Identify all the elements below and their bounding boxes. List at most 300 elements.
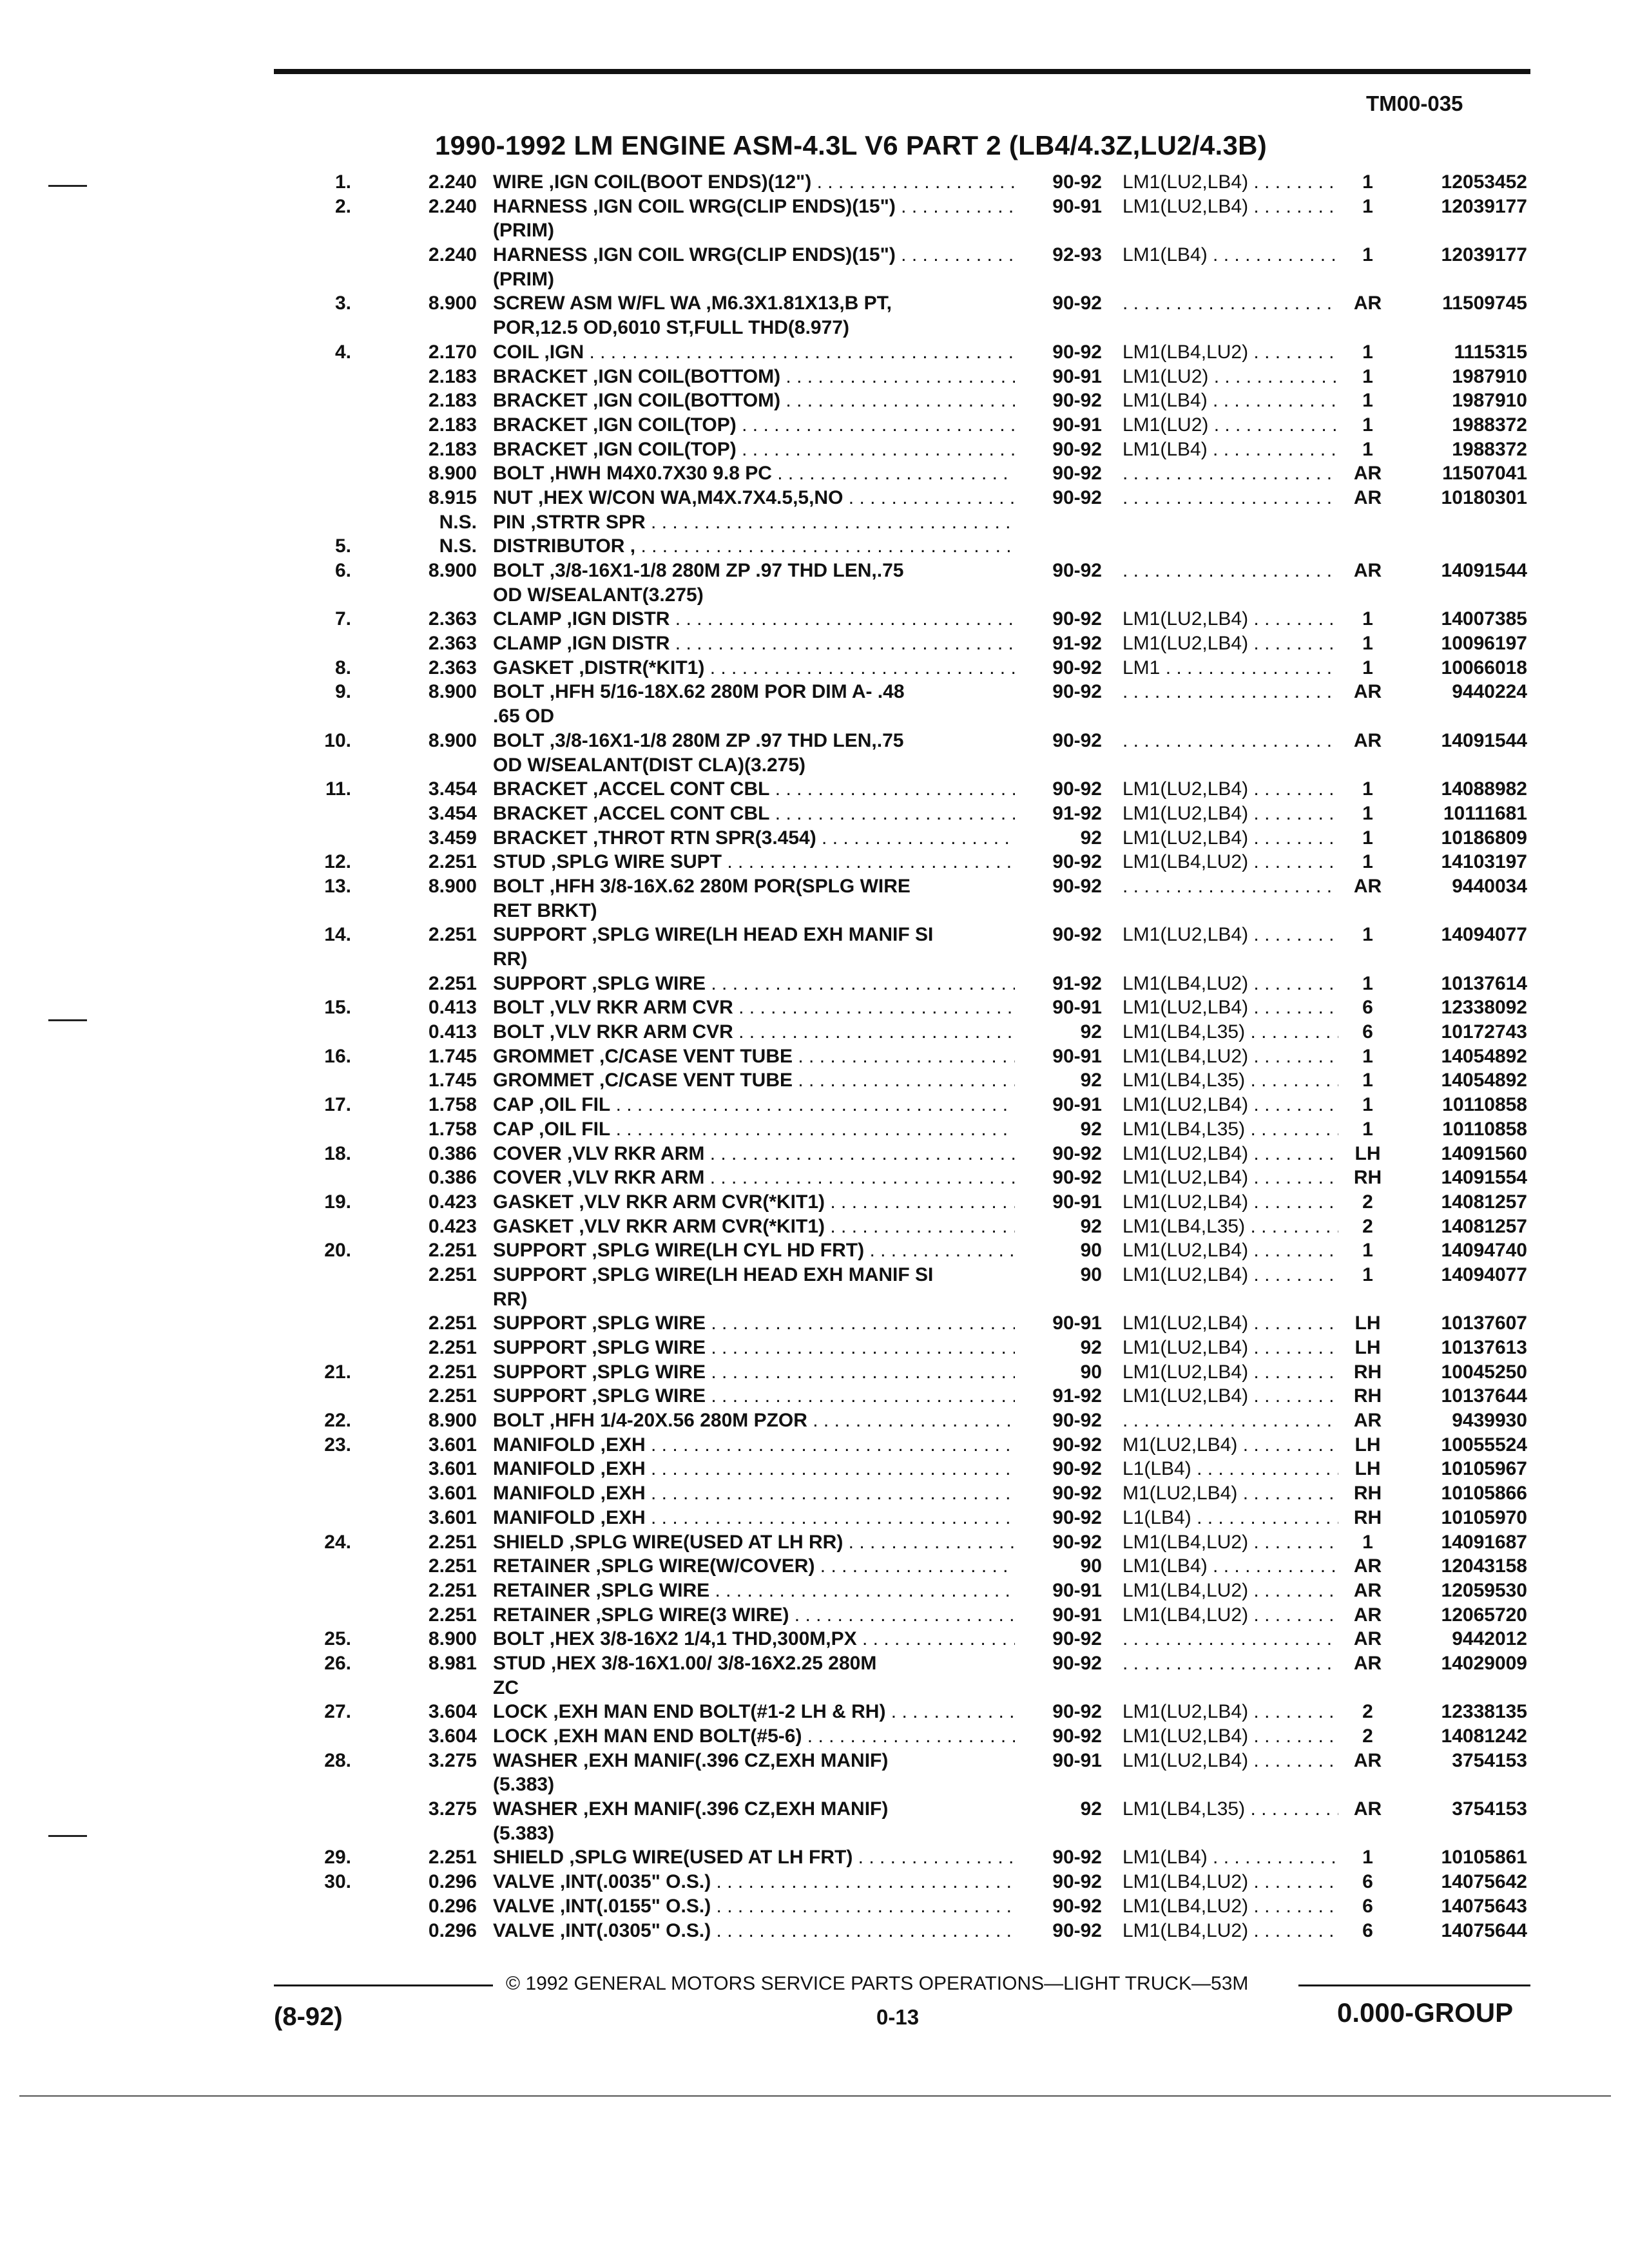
part-description: LOCK ,EXH MAN END BOLT(#5-6) . . . — [493, 1724, 1015, 1749]
quantity: 6 — [1362, 1895, 1373, 1917]
part-number: 9440224 — [1452, 681, 1527, 703]
table-row — [0, 899, 1629, 923]
model-years: 90 — [1080, 1361, 1102, 1383]
part-description: STUD ,SPLG WIRE SUPT . . . — [493, 850, 1015, 874]
table-row — [0, 972, 1629, 996]
item-key-number: 22. — [324, 1410, 351, 1432]
parts-table — [0, 170, 1629, 1943]
part-description: GROMMET ,C/CASE VENT TUBE . . . — [493, 1068, 1015, 1093]
application: LM1(LU2,LB4) . . . — [1123, 1700, 1338, 1724]
model-years: 90-92 — [1052, 463, 1102, 485]
part-description: MANIFOLD ,EXH . . . — [493, 1457, 1015, 1481]
group-number: 8.900 — [428, 681, 477, 703]
group-number: 3.275 — [428, 1798, 477, 1820]
application: LM1(LU2,LB4) . . . — [1123, 170, 1338, 195]
application: LM1(LB4) . . . — [1123, 389, 1338, 413]
quantity: AR — [1353, 1579, 1382, 1601]
group-number: 2.251 — [428, 851, 477, 873]
application: LM1(LU2,LB4) . . . — [1123, 1311, 1338, 1336]
model-years: 92-93 — [1052, 244, 1102, 266]
group-number: 2.251 — [428, 1385, 477, 1407]
part-description: WASHER ,EXH MANIF(.396 CZ,EXH MANIF) — [493, 1798, 889, 1820]
item-key-number: 23. — [324, 1434, 351, 1456]
part-description: RETAINER ,SPLG WIRE . . . — [493, 1579, 1015, 1603]
application — [1123, 486, 1338, 510]
table-row — [0, 729, 1629, 753]
table-row — [0, 1166, 1629, 1190]
table-row — [0, 1603, 1629, 1628]
part-description: LOCK ,EXH MAN END BOLT(#1-2 LH & RH) . . . — [493, 1700, 1015, 1724]
part-description: BRACKET ,ACCEL CONT CBL . . . — [493, 802, 1015, 826]
quantity: 1 — [1362, 851, 1373, 873]
group-number: 3.601 — [428, 1458, 477, 1480]
part-description: VALVE ,INT(.0155" O.S.) . . . — [493, 1894, 1015, 1919]
part-description: BOLT ,HFH 5/16-18X.62 280M POR DIM A- .48 — [493, 681, 905, 703]
part-description: SUPPORT ,SPLG WIRE . . . — [493, 972, 1015, 996]
quantity: 1 — [1362, 1094, 1373, 1116]
application: LM1(LU2,LB4) . . . — [1123, 1724, 1338, 1749]
application: LM1(LU2,LB4) . . . — [1123, 607, 1338, 631]
quantity: 1 — [1362, 924, 1373, 946]
application: LM1(LU2,LB4) . . . — [1123, 995, 1338, 1020]
quantity: 1 — [1362, 171, 1373, 193]
table-row — [0, 1190, 1629, 1215]
application: LM1(LU2,LB4) . . . — [1123, 923, 1338, 947]
part-description: HARNESS ,IGN COIL WRG(CLIP ENDS)(15") . . . — [493, 195, 1015, 219]
quantity: 1 — [1362, 1070, 1373, 1091]
part-number: 11507041 — [1442, 463, 1527, 485]
group-number: 3.601 — [428, 1434, 477, 1456]
model-years: 90-92 — [1052, 1434, 1102, 1456]
item-key-number: 6. — [334, 560, 351, 581]
group-number: 3.454 — [428, 778, 477, 800]
group-number: 8.900 — [428, 293, 477, 314]
table-row — [0, 1845, 1629, 1870]
part-number: 14054892 — [1441, 1070, 1527, 1091]
footer-rule-left — [274, 1984, 493, 1986]
application: LM1(LB4,LU2) . . . — [1123, 340, 1338, 365]
model-years: 90-92 — [1052, 1483, 1102, 1504]
part-description: VALVE ,INT(.0035" O.S.) . . . — [493, 1870, 1015, 1894]
part-description: (5.383) — [493, 1822, 555, 1844]
item-key-number: 16. — [324, 1045, 351, 1067]
part-description: SUPPORT ,SPLG WIRE . . . — [493, 1384, 1015, 1408]
part-description: SUPPORT ,SPLG WIRE(LH HEAD EXH MANIF SI — [493, 1264, 934, 1285]
table-row — [0, 1142, 1629, 1166]
quantity: 1 — [1362, 1240, 1373, 1262]
part-number: 12338135 — [1441, 1701, 1527, 1723]
part-description: COVER ,VLV RKR ARM . . . — [493, 1142, 1015, 1166]
model-years: 90 — [1080, 1240, 1102, 1262]
part-number: 10110858 — [1442, 1118, 1527, 1140]
quantity: RH — [1353, 1385, 1382, 1407]
part-number: 10105970 — [1441, 1506, 1527, 1528]
part-number: 14088982 — [1441, 778, 1527, 800]
part-number: 14094740 — [1441, 1240, 1527, 1262]
part-number: 10055524 — [1441, 1434, 1527, 1456]
part-description: NUT ,HEX W/CON WA,M4X.7X4.5,5,NO . . . — [493, 486, 1015, 510]
group-number: 2.251 — [428, 1240, 477, 1262]
model-years: 90-92 — [1052, 390, 1102, 412]
group-number: 2.183 — [428, 390, 477, 412]
application: LM1(LU2,LB4) . . . — [1123, 1749, 1338, 1773]
application — [1123, 874, 1338, 899]
item-key-number: 17. — [324, 1094, 351, 1116]
table-row — [0, 1068, 1629, 1093]
application: LM1(LB4,LU2) . . . — [1123, 1870, 1338, 1894]
part-description: OD W/SEALANT(DIST CLA)(3.275) — [493, 754, 806, 776]
table-row — [0, 631, 1629, 656]
item-key-number: 28. — [324, 1749, 351, 1771]
model-years: 92 — [1080, 1337, 1102, 1358]
table-row — [0, 486, 1629, 510]
model-years: 90-91 — [1052, 195, 1102, 217]
group-number: 8.900 — [428, 1410, 477, 1432]
quantity: 2 — [1362, 1701, 1373, 1723]
group-number: 1.745 — [428, 1070, 477, 1091]
model-years: 90-92 — [1052, 1167, 1102, 1189]
item-key-number: 4. — [334, 341, 351, 363]
model-years: 91-92 — [1052, 972, 1102, 994]
part-number: 10137614 — [1441, 972, 1527, 994]
part-number: 14081257 — [1441, 1215, 1527, 1237]
model-years: 90-92 — [1052, 1652, 1102, 1674]
group-number: 0.386 — [428, 1167, 477, 1189]
part-number: 14091687 — [1441, 1531, 1527, 1553]
part-description: BRACKET ,IGN COIL(TOP) . . . — [493, 413, 1015, 437]
group-number: 2.363 — [428, 633, 477, 655]
item-key-number: 13. — [324, 875, 351, 897]
part-description: RR) — [493, 1288, 528, 1310]
item-key-number: 27. — [324, 1701, 351, 1723]
group-number: 2.363 — [428, 657, 477, 678]
part-number: 14091544 — [1441, 560, 1527, 581]
table-row — [0, 389, 1629, 413]
part-number: 14081257 — [1441, 1191, 1527, 1213]
table-row — [0, 1093, 1629, 1117]
part-number: 12065720 — [1441, 1604, 1527, 1626]
quantity: 1 — [1362, 1847, 1373, 1869]
table-row — [0, 1797, 1629, 1821]
table-row — [0, 947, 1629, 972]
application: LM1(LU2,LB4) . . . — [1123, 1238, 1338, 1263]
table-row — [0, 1579, 1629, 1603]
group-number: 2.240 — [428, 171, 477, 193]
application: LM1(LB4) . . . — [1123, 243, 1338, 267]
model-years: 90-92 — [1052, 681, 1102, 703]
quantity: 1 — [1362, 972, 1373, 994]
table-row — [0, 1215, 1629, 1239]
table-row — [0, 413, 1629, 437]
part-description: .65 OD — [493, 706, 555, 727]
group-number: 0.413 — [428, 997, 477, 1019]
page-number: 0-13 — [876, 2005, 920, 2029]
quantity: AR — [1353, 463, 1382, 485]
part-description: BRACKET ,IGN COIL(BOTTOM) . . . — [493, 389, 1015, 413]
part-description: HARNESS ,IGN COIL WRG(CLIP ENDS)(15") . . . — [493, 243, 1015, 267]
model-years: 90-92 — [1052, 438, 1102, 460]
part-description: VALVE ,INT(.0305" O.S.) . . . — [493, 1919, 1015, 1943]
model-years: 90-91 — [1052, 1749, 1102, 1771]
quantity: LH — [1354, 1142, 1381, 1164]
application: LM1(LB4) . . . — [1123, 1554, 1338, 1579]
application: LM1(LB4,L35) . . . — [1123, 1068, 1338, 1093]
table-row — [0, 1530, 1629, 1555]
footer-rule-right — [1298, 1984, 1530, 1986]
group-number: 1.758 — [428, 1118, 477, 1140]
application — [1123, 1408, 1338, 1433]
part-number: 10105861 — [1441, 1847, 1527, 1869]
application: LM1(LB4) . . . — [1123, 437, 1338, 462]
quantity: 1 — [1362, 195, 1373, 217]
part-number: 14091554 — [1441, 1167, 1527, 1189]
quantity: 1 — [1362, 244, 1373, 266]
table-row — [0, 316, 1629, 340]
model-years: 90-92 — [1052, 1410, 1102, 1432]
part-number: 10137613 — [1441, 1337, 1527, 1358]
table-row — [0, 1433, 1629, 1457]
item-key-number: 10. — [324, 729, 351, 751]
part-description: RET BRKT) — [493, 899, 597, 921]
table-row — [0, 195, 1629, 219]
part-description: BOLT ,3/8-16X1-1/8 280M ZP .97 THD LEN,.75 — [493, 729, 904, 751]
part-number: 3754153 — [1452, 1749, 1527, 1771]
quantity: 1 — [1362, 1264, 1373, 1285]
table-row — [0, 1627, 1629, 1651]
quantity: AR — [1353, 1555, 1382, 1577]
group-number: 8.915 — [428, 486, 477, 508]
model-years: 90-92 — [1052, 1919, 1102, 1941]
application: M1(LU2,LB4) . . . — [1123, 1481, 1338, 1506]
quantity: AR — [1353, 681, 1382, 703]
table-row — [0, 995, 1629, 1020]
table-row — [0, 1360, 1629, 1385]
table-row — [0, 1506, 1629, 1530]
part-description: MANIFOLD ,EXH . . . — [493, 1506, 1015, 1530]
group-number: 8.900 — [428, 1628, 477, 1650]
part-description: GASKET ,VLV RKR ARM CVR(*KIT1) . . . — [493, 1190, 1015, 1215]
part-number: 10045250 — [1441, 1361, 1527, 1383]
application: LM1(LU2,LB4) . . . — [1123, 195, 1338, 219]
part-number: 1987910 — [1452, 365, 1527, 387]
part-description: COVER ,VLV RKR ARM . . . — [493, 1166, 1015, 1190]
group-number: 2.251 — [428, 1604, 477, 1626]
part-description: SCREW ASM W/FL WA ,M6.3X1.81X13,B PT, — [493, 293, 892, 314]
group-number: 8.981 — [428, 1652, 477, 1674]
part-description: BOLT ,HFH 1/4-20X.56 280M PZOR . . . — [493, 1408, 1015, 1433]
application: LM1(LU2,LB4) . . . — [1123, 802, 1338, 826]
item-key-number: 8. — [334, 657, 351, 678]
table-row — [0, 874, 1629, 899]
part-description: PIN ,STRTR SPR . . . — [493, 510, 1015, 535]
application: LM1(LU2) . . . — [1123, 413, 1338, 437]
part-number: 10096197 — [1441, 633, 1527, 655]
part-number: 3754153 — [1452, 1798, 1527, 1820]
part-description: BRACKET ,IGN COIL(BOTTOM) . . . — [493, 365, 1015, 389]
part-description: GROMMET ,C/CASE VENT TUBE . . . — [493, 1044, 1015, 1069]
table-row — [0, 1238, 1629, 1263]
application: LM1(LU2,LB4) . . . — [1123, 1190, 1338, 1215]
group-number: 8.900 — [428, 875, 477, 897]
part-number: 10105866 — [1441, 1483, 1527, 1504]
table-row — [0, 559, 1629, 583]
table-row — [0, 1044, 1629, 1069]
model-years: 90-92 — [1052, 171, 1102, 193]
group-number: 2.251 — [428, 1337, 477, 1358]
item-key-number: 11. — [325, 778, 351, 800]
table-row — [0, 826, 1629, 850]
part-number: 14103197 — [1441, 851, 1527, 873]
part-description: BOLT ,3/8-16X1-1/8 280M ZP .97 THD LEN,.75 — [493, 560, 904, 581]
group-number: 3.459 — [428, 827, 477, 849]
model-years: 90-91 — [1052, 1312, 1102, 1334]
table-row — [0, 607, 1629, 631]
group-number: 0.296 — [428, 1871, 477, 1893]
model-years: 90-91 — [1052, 414, 1102, 436]
part-number: 14091560 — [1441, 1142, 1527, 1164]
group-number: 2.240 — [428, 244, 477, 266]
model-years: 92 — [1080, 1118, 1102, 1140]
revision-date: (8-92) — [274, 2003, 343, 2031]
part-number: 10111681 — [1443, 802, 1527, 824]
table-row — [0, 1919, 1629, 1943]
part-description: RETAINER ,SPLG WIRE(W/COVER) . . . — [493, 1554, 1015, 1579]
item-key-number: 14. — [324, 924, 351, 946]
quantity: 1 — [1362, 778, 1373, 800]
part-number: 1988372 — [1452, 414, 1527, 436]
application: LM1 . . . — [1123, 656, 1338, 680]
application: LM1(LB4,L35) . . . — [1123, 1117, 1338, 1142]
quantity: 6 — [1362, 1919, 1373, 1941]
table-row — [0, 1894, 1629, 1919]
table-row — [0, 1773, 1629, 1797]
quantity: 1 — [1362, 365, 1373, 387]
quantity: LH — [1354, 1434, 1381, 1456]
application: LM1(LU2,LB4) . . . — [1123, 1336, 1338, 1360]
group-number: 2.183 — [428, 365, 477, 387]
item-key-number: 2. — [334, 195, 351, 217]
table-row — [0, 1554, 1629, 1579]
quantity: LH — [1354, 1458, 1381, 1480]
part-description: BOLT ,VLV RKR ARM CVR . . . — [493, 1020, 1015, 1044]
copyright-text: © 1992 GENERAL MOTORS SERVICE PARTS OPERATIONS—LIGHT TRUCK—53M — [506, 1973, 1249, 1994]
application: LM1(LB4,L35) . . . — [1123, 1797, 1338, 1821]
table-row — [0, 1117, 1629, 1142]
table-row — [0, 1263, 1629, 1287]
quantity: 1 — [1362, 1118, 1373, 1140]
application: M1(LU2,LB4) . . . — [1123, 1433, 1338, 1457]
application: LM1(LU2,LB4) . . . — [1123, 1263, 1338, 1287]
model-years: 90-91 — [1052, 1191, 1102, 1213]
group-number: 0.386 — [428, 1142, 477, 1164]
table-row — [0, 1724, 1629, 1749]
quantity: 6 — [1362, 997, 1373, 1019]
table-row — [0, 753, 1629, 778]
group-number: 2.183 — [428, 414, 477, 436]
table-row — [0, 510, 1629, 535]
part-number: 1987910 — [1452, 390, 1527, 412]
table-row — [0, 656, 1629, 680]
application — [1123, 461, 1338, 486]
quantity: AR — [1353, 729, 1382, 751]
part-description: WIRE ,IGN COIL(BOOT ENDS)(12") . . . — [493, 170, 1015, 195]
model-years: 92 — [1080, 1070, 1102, 1091]
application: LM1(LB4) . . . — [1123, 1845, 1338, 1870]
part-description: CLAMP ,IGN DISTR . . . — [493, 607, 1015, 631]
group-number: 2.251 — [428, 1847, 477, 1869]
part-number: 12338092 — [1441, 997, 1527, 1019]
application: LM1(LU2) . . . — [1123, 365, 1338, 389]
table-row — [0, 267, 1629, 292]
table-row — [0, 340, 1629, 365]
table-row — [0, 1676, 1629, 1700]
quantity: AR — [1353, 875, 1382, 897]
application: LM1(LU2,LB4) . . . — [1123, 1166, 1338, 1190]
part-description: BOLT ,VLV RKR ARM CVR . . . — [493, 995, 1015, 1020]
part-description: COIL ,IGN . . . — [493, 340, 1015, 365]
part-description: SUPPORT ,SPLG WIRE(LH CYL HD FRT) . . . — [493, 1238, 1015, 1263]
group-number: 2.251 — [428, 972, 477, 994]
group-number: 2.251 — [428, 1579, 477, 1601]
application — [1123, 680, 1338, 704]
group-number: 2.251 — [428, 1531, 477, 1553]
group-number: 3.604 — [428, 1725, 477, 1747]
application — [1123, 291, 1338, 316]
item-key-number: 19. — [324, 1191, 351, 1213]
part-number: 10110858 — [1442, 1094, 1527, 1116]
part-description: SHIELD ,SPLG WIRE(USED AT LH FRT) . . . — [493, 1845, 1015, 1870]
group-number: 2.251 — [428, 1312, 477, 1334]
group-number: 3.454 — [428, 802, 477, 824]
item-key-number: 30. — [324, 1871, 351, 1893]
part-description: (5.383) — [493, 1774, 555, 1796]
quantity: AR — [1353, 1628, 1382, 1650]
quantity: 6 — [1362, 1021, 1373, 1043]
quantity: 1 — [1362, 827, 1373, 849]
part-description: BOLT ,HWH M4X0.7X30 9.8 PC . . . — [493, 461, 1015, 486]
application: L1(LB4) . . . — [1123, 1457, 1338, 1481]
model-years: 90-91 — [1052, 1579, 1102, 1601]
quantity: AR — [1353, 486, 1382, 508]
table-row — [0, 218, 1629, 243]
table-row — [0, 1020, 1629, 1044]
group-number: 2.251 — [428, 1361, 477, 1383]
item-key-number: 3. — [334, 293, 351, 314]
application: LM1(LB4,L35) . . . — [1123, 1215, 1338, 1239]
part-description: BOLT ,HFH 3/8-16X.62 280M POR(SPLG WIRE — [493, 875, 911, 897]
table-row — [0, 1311, 1629, 1336]
table-row — [0, 243, 1629, 267]
group-number: 2.240 — [428, 195, 477, 217]
group-number: 0.413 — [428, 1021, 477, 1043]
part-description: BRACKET ,THROT RTN SPR(3.454) . . . — [493, 826, 1015, 850]
model-years: 90-92 — [1052, 1142, 1102, 1164]
group-number: 2.183 — [428, 438, 477, 460]
quantity: 1 — [1362, 438, 1373, 460]
item-key-number: 7. — [334, 608, 351, 630]
table-row — [0, 1651, 1629, 1676]
model-years: 90-92 — [1052, 1506, 1102, 1528]
part-description: CAP ,OIL FIL . . . — [493, 1117, 1015, 1142]
table-row — [0, 777, 1629, 802]
model-years: 90-92 — [1052, 875, 1102, 897]
part-description: BRACKET ,IGN COIL(TOP) . . . — [493, 437, 1015, 462]
group-number: 0.296 — [428, 1919, 477, 1941]
part-number: 12059530 — [1441, 1579, 1527, 1601]
part-number: 12039177 — [1441, 195, 1527, 217]
model-years: 90-92 — [1052, 341, 1102, 363]
top-rule — [274, 69, 1530, 74]
